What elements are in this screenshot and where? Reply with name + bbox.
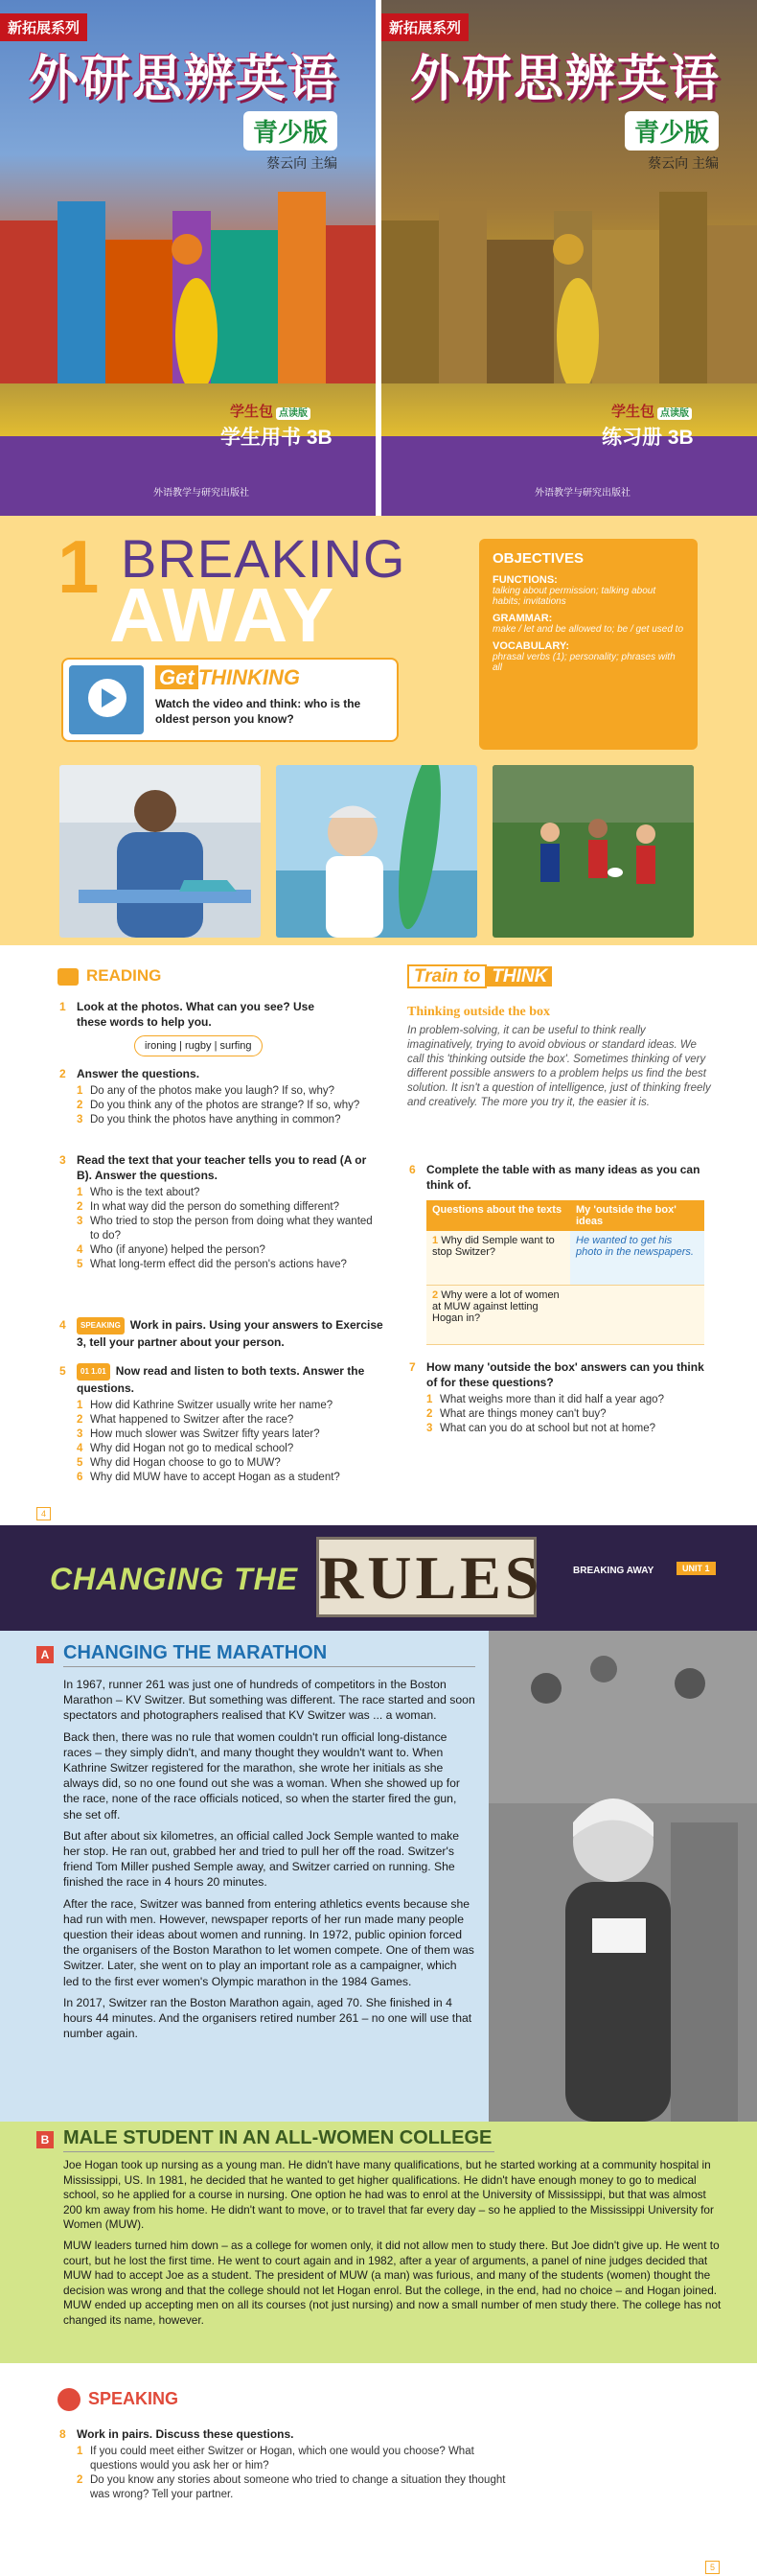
grammar-head: GRAMMAR: — [493, 613, 553, 624]
thinking-outside-box-text: In problem-solving, it can be useful to think really imaginatively, trying to avoid obvious or standard ideas. We call this 'thinking outside the box'. Sometimes thinking of very different possible answers to a problem helps us find the best solution. It isn't a question of intelligence, just of thinking freely and creatively. The more you try it, the easier it is. — [407, 1025, 711, 1108]
series-label: 新拓展系列 — [381, 13, 469, 41]
unit-number: 1 — [57, 524, 100, 609]
section-b — [0, 2122, 757, 2363]
book-icon — [57, 968, 79, 986]
word-box: ironing | rugby | surfing — [134, 1035, 263, 1056]
rules-banner — [0, 1525, 757, 1631]
rugby-players-photo — [493, 765, 694, 938]
exercise-7: 7 How many 'outside the box' answers can you think of for these questions? 1 What weighs more than it did half a year ago? 2 What are things money can't buy? 3 What can you do at school but not at home? — [409, 1360, 704, 1434]
series-label: 新拓展系列 — [0, 13, 87, 41]
answer-cell[interactable] — [570, 1285, 704, 1344]
editor-credit: 蔡云向 主编 — [648, 155, 719, 171]
man-ironing-photo — [59, 765, 261, 938]
table-header-questions: Questions about the texts — [426, 1200, 570, 1231]
student-pack-label: 学生包 点读版 — [230, 401, 310, 421]
exercise-5: 5 01 1.01 Now read and listen to both texts. Answer the questions. 1 How did Kathrine Switzer usually write her name? 2 What happened to Switzer after the race? 3 How much slower was Switzer fifty years later? 4 Why did Hogan not go to medical school? 5 Why did Hogan choose to go to MUW? 6 Why did MUW have to accept Hogan as a student? — [59, 1364, 365, 1483]
woman-surfboard-photo — [276, 765, 477, 938]
exercise-1: 1 Look at the photos. What can you see? Use these words to help you. ironing | rugby | surfing — [77, 999, 345, 1056]
unit-opener-page — [0, 516, 757, 945]
table-header-ideas: My 'outside the box' ideas — [570, 1200, 704, 1231]
functions-text: talking about permission; talking about habits; invitations — [493, 586, 656, 607]
answer-cell[interactable]: He wanted to get his photo in the newspapers. — [570, 1231, 704, 1285]
breaking-away-label: BREAKING AWAY — [573, 1566, 654, 1576]
exercise-4: 4 SPEAKING Work in pairs. Using your answers to Exercise 3, tell your partner about your person. — [59, 1318, 383, 1349]
student-pack-label: 学生包 点读版 — [611, 401, 692, 421]
thinking-outside-box-heading: Thinking outside the box — [407, 1005, 550, 1019]
exercise-3: 3 Read the text that your teacher tells you to read (A or B). Answer the questions. 1 Who is the text about? 2 In what way did the person do something different? 3 Who tried to stop the person from doing what they wanted to do? 4 Who (if anyone) helped the person? 5 What long-term effect did the person's actions have? — [59, 1153, 373, 1270]
edition-badge: 青少版 — [625, 111, 719, 151]
book-title: 外研思辨英语 — [29, 52, 340, 107]
page-number: 5 — [705, 2561, 720, 2574]
get-thinking-question: Watch the video and think: who is the oldest person you know? — [155, 697, 361, 726]
editor-credit: 蔡云向 主编 — [266, 155, 337, 171]
speaking-heading: SPEAKING — [57, 2388, 178, 2411]
banner-rules: RULES — [316, 1537, 537, 1617]
ideas-table — [426, 1200, 704, 1345]
changing-the-rules-page — [0, 1525, 757, 2576]
volume-title: 学生用书 3B — [220, 427, 333, 449]
section-letter-b: B — [36, 2131, 54, 2148]
section-b-title: MALE STUDENT IN AN ALL-WOMEN COLLEGE — [63, 2127, 494, 2152]
functions-head: FUNCTIONS: — [493, 574, 558, 586]
student-book-cover — [0, 0, 376, 516]
unit-badge: UNIT 1 — [677, 1562, 716, 1575]
page-number: 4 — [36, 1507, 51, 1520]
publisher: 外语教学与研究出版社 — [153, 488, 249, 499]
section-letter-a: A — [36, 1646, 54, 1663]
section-a-article: In 1967, runner 261 was just one of hundreds of competitors in the Boston Marathon – KV Switzer. But something was different. The race started and soon spectators and photographers realised that KV Switzer was ... a woman. Back then, there was no rule that women couldn't run official long-distance races – they simply didn't, and many thought they wouldn't want to. When Kathrine Switzer registered for the marathon, she wrote her initials as she always did, so no one found out she was a woman. When she showed up for the race, none of the race officials noticed, so when the starter fired the gun, she set off. But after about six kilometres, an official called Jock Semple wanted to make her stop. He ran out, grabbed her and tried to pull her off the road. Switzer's friend Tom Miller pushed Semple away, and Switzer carried on running. She finished the race in 4 hours 20 minutes. After the race, Switzer was banned from entering athletics events because she had run with men. However, newspaper reports of her run made many people question their ideas about women and running. In 1972, public opinion forced the organisers of the Boston Marathon to let women compete. One of them was Switzer. Later, she went on to play an important role as a campaigner, which led to the first ever women's Olympic marathon in the 1984 Games. In 2017, Switzer ran the Boston Marathon again, aged 70. She finished in 4 hours 44 minutes. And the organisers retired number 261 – no one will use that number again. — [63, 1678, 475, 2041]
reading-page — [0, 945, 757, 1525]
table-row: 1 Why did Semple want to stop Switzer? He wanted to get his photo in the newspapers. — [426, 1231, 704, 1285]
unit-title-line1: BREAKING — [121, 528, 406, 589]
section-b-article: Joe Hogan took up nursing as a young man. He didn't have many qualifications, but he started working at a community hospital in Mississippi, US. In 1981, he decided that he wanted to get higher qualifications. He didn't have enough money to go to medical school, so he applied for a course in nursing. One option he had was to enrol at the University of Mississippi, but that was almost 200 km away from his home. He didn't want to move, or to travel that far every day – so he applied to the Mississippi University for Women (MUW). MUW leaders turned him down – as a college for women only, it did not allow men to study there. But Joe didn't give up. He went to court, but he lost the first time. He went to court again and in 1982, after a year of arguments, a panel of nine judges decided that MUW had to accept Joe as a student. The president of MUW (a man) was furious, and many of the students (women) thought the decision was wrong and that the college should not let Hogan enrol. But the college, in the end, had no choice – and Hogan joined. MUW ended up accepting men on all its courses (not just nursing) and now a small number of men study there. The college has not changed its name, however. — [63, 2158, 722, 2327]
vocabulary-head: VOCABULARY: — [493, 640, 570, 652]
get-thinking-heading: Get THINKING — [155, 665, 300, 690]
get-thinking-box — [61, 658, 399, 742]
publisher: 外语教学与研究出版社 — [535, 488, 631, 499]
book-covers — [0, 0, 757, 516]
exercise-8: 8 Work in pairs. Discuss these questions. 1 If you could meet either Switzer or Hogan, which one would you choose? What questions would you ask her or him? 2 Do you know any stories about someone who tried to change a situation they thought was wrong? Tell your partner. — [59, 2427, 506, 2500]
book-title: 外研思辨英语 — [410, 52, 722, 107]
volume-title: 练习册 3B — [602, 427, 694, 449]
switzer-running-photo — [489, 1631, 757, 2122]
table-row: 2 Why were a lot of women at MUW against letting Hogan in? — [426, 1285, 704, 1344]
audio-icon[interactable]: 01 1.01 — [77, 1363, 110, 1381]
video-thumbnail[interactable] — [69, 665, 144, 734]
vocabulary-text: phrasal verbs (1); personality; phrases with all — [493, 652, 676, 673]
banner-changing: CHANGING THE — [50, 1562, 299, 1596]
edition-badge: 青少版 — [243, 111, 337, 151]
unit-title-line2: AWAY — [109, 572, 336, 658]
play-icon[interactable] — [88, 679, 126, 717]
grammar-text: make / let and be allowed to; be / get used to — [493, 624, 684, 635]
objectives-heading: OBJECTIVES — [493, 550, 585, 567]
objectives-box — [479, 539, 698, 750]
train-to-think-heading: Train to THINK — [407, 966, 552, 987]
exercise-6: 6 Complete the table with as many ideas as you can think of. — [409, 1163, 700, 1192]
reading-heading: READING — [57, 966, 161, 986]
section-a-title: CHANGING THE MARATHON — [63, 1642, 475, 1667]
speech-bubble-icon — [57, 2388, 80, 2411]
exercise-2: 2 Answer the questions. 1 Do any of the photos make you laugh? If so, why? 2 Do you think any of the photos are strange? If so, why? 3 Do you think the photos have anything in common? — [59, 1067, 360, 1126]
workbook-cover — [381, 0, 757, 516]
